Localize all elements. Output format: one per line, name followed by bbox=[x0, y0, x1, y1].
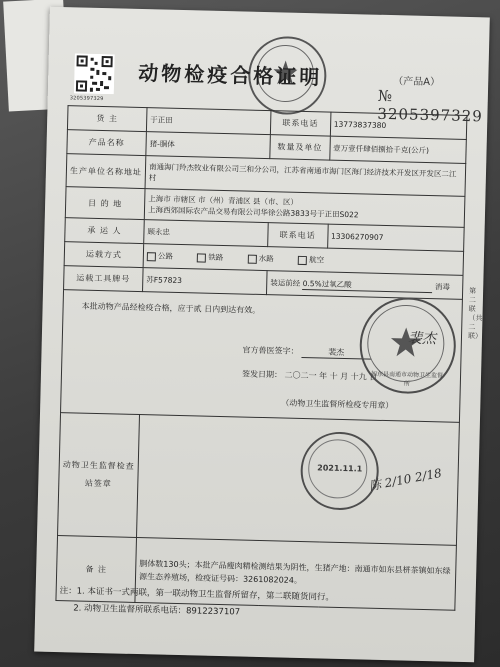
phone-value: 13773837380 bbox=[330, 112, 467, 139]
product-label: 产品名称 bbox=[67, 130, 147, 156]
qr-code bbox=[74, 53, 115, 94]
checkbox-icon bbox=[248, 254, 257, 263]
product-value: 猪-胴体 bbox=[146, 132, 271, 159]
footnotes bbox=[59, 583, 334, 624]
checkbox-icon bbox=[147, 252, 156, 261]
official-seal-text: 如东县南通市动物卫生监督所 bbox=[370, 370, 444, 388]
transport-option-air[interactable] bbox=[298, 254, 324, 266]
issue-date-label: 签发日期： bbox=[241, 369, 283, 380]
disinfection-label: 装运前经 bbox=[270, 277, 301, 288]
checkpoint-seal-stamp bbox=[300, 431, 380, 511]
disinfection-value: 0.5%过氧乙酸 bbox=[302, 277, 432, 292]
statement-text: 本批动物产品经检疫合格，应于贰 日内到达有效。 bbox=[81, 301, 261, 315]
quantity-value: 壹万壹仟肆佰捌拾千克(公斤) bbox=[329, 136, 466, 163]
producer-value: 南通海门羚杰牧业有限公司三和分公司，江苏省南通市海门区海门经济技术开发区开发区二江村 bbox=[145, 156, 466, 197]
checkpoint-label: 动物卫生监督检查站签章 bbox=[58, 413, 140, 538]
transport-label: 运载方式 bbox=[64, 242, 144, 268]
transport-rail-label: 铁路 bbox=[208, 252, 224, 263]
copy-side-note: 第二联（共二联） bbox=[467, 287, 483, 341]
certificate-subtitle: （产品A） bbox=[393, 76, 441, 89]
seal-note: （动物卫生监督所检疫专用章） bbox=[281, 398, 394, 411]
checkpoint-stamp-date: 2021.11.1 bbox=[317, 463, 363, 474]
phone-label: 联系电话 bbox=[270, 111, 330, 136]
owner-label: 货 主 bbox=[67, 106, 147, 132]
carrier-label: 承 运 人 bbox=[65, 218, 145, 244]
carrier-phone-label: 联系电话 bbox=[268, 223, 328, 248]
remarks-label: 备 注 bbox=[56, 536, 137, 603]
disinfection-suffix: 消毒 bbox=[434, 281, 451, 292]
footnote-2: 2. 动物卫生监督所联系电话：8912237107 bbox=[73, 603, 241, 618]
footnote-1: 注：1. 本证书一式两联，第一联动物卫生监督所留存，第二联随货同行。 bbox=[59, 586, 335, 603]
transport-option-water[interactable] bbox=[248, 253, 274, 265]
checkpoint-handwritten-signature: 陈 2/10 2/18 bbox=[367, 465, 443, 494]
carrier-phone-value: 13306270907 bbox=[327, 224, 464, 251]
remarks-value: 胴体数130头；本批产品瘦肉精检测结果为阴性，生猪产地：南通市如东县栟茶镇如东绿源生态养殖场，检疫证号码：3261082024。 bbox=[135, 537, 456, 610]
carrier-value: 顾永忠 bbox=[144, 220, 269, 247]
issue-date-field bbox=[242, 369, 377, 383]
vet-signature-field bbox=[242, 345, 371, 360]
destination-line-1: 上海市 市辖区 市（州）青浦区 县（市、区） bbox=[148, 194, 299, 207]
checkbox-icon bbox=[298, 255, 307, 264]
quantity-label: 数量及单位 bbox=[270, 135, 330, 160]
certificate-paper bbox=[34, 7, 490, 663]
transport-air-label: 航空 bbox=[308, 255, 325, 265]
producer-label: 生产单位名称地址 bbox=[66, 154, 146, 189]
vet-label: 官方兽医签字： bbox=[242, 345, 299, 356]
destination-line-2: 上海西郊国际农产品交易有限公司华徐公路3833号于正田S022 bbox=[147, 205, 359, 220]
vehicle-label: 运载工具牌号 bbox=[64, 266, 144, 292]
certificate-title: 动物检疫合格证明 bbox=[138, 60, 323, 90]
vet-handwritten-signature: 裴杰 bbox=[407, 330, 437, 348]
transport-option-road[interactable] bbox=[147, 250, 173, 262]
transport-road-label: 公路 bbox=[157, 251, 173, 261]
issue-date-value: 二〇二一 年 十 月 十九 日 bbox=[284, 370, 378, 382]
vet-name: 裴杰 bbox=[301, 346, 371, 360]
qr-number: 3205397329 bbox=[69, 95, 104, 103]
transport-option-rail[interactable] bbox=[197, 251, 223, 263]
transport-water-label: 水路 bbox=[258, 253, 274, 264]
certificate-number: № 3205397329 bbox=[377, 86, 484, 126]
vehicle-value: 苏F57823 bbox=[143, 268, 268, 295]
checkbox-icon bbox=[197, 253, 206, 262]
owner-value: 于正田 bbox=[146, 108, 271, 135]
destination-label: 目 的 地 bbox=[65, 187, 145, 220]
